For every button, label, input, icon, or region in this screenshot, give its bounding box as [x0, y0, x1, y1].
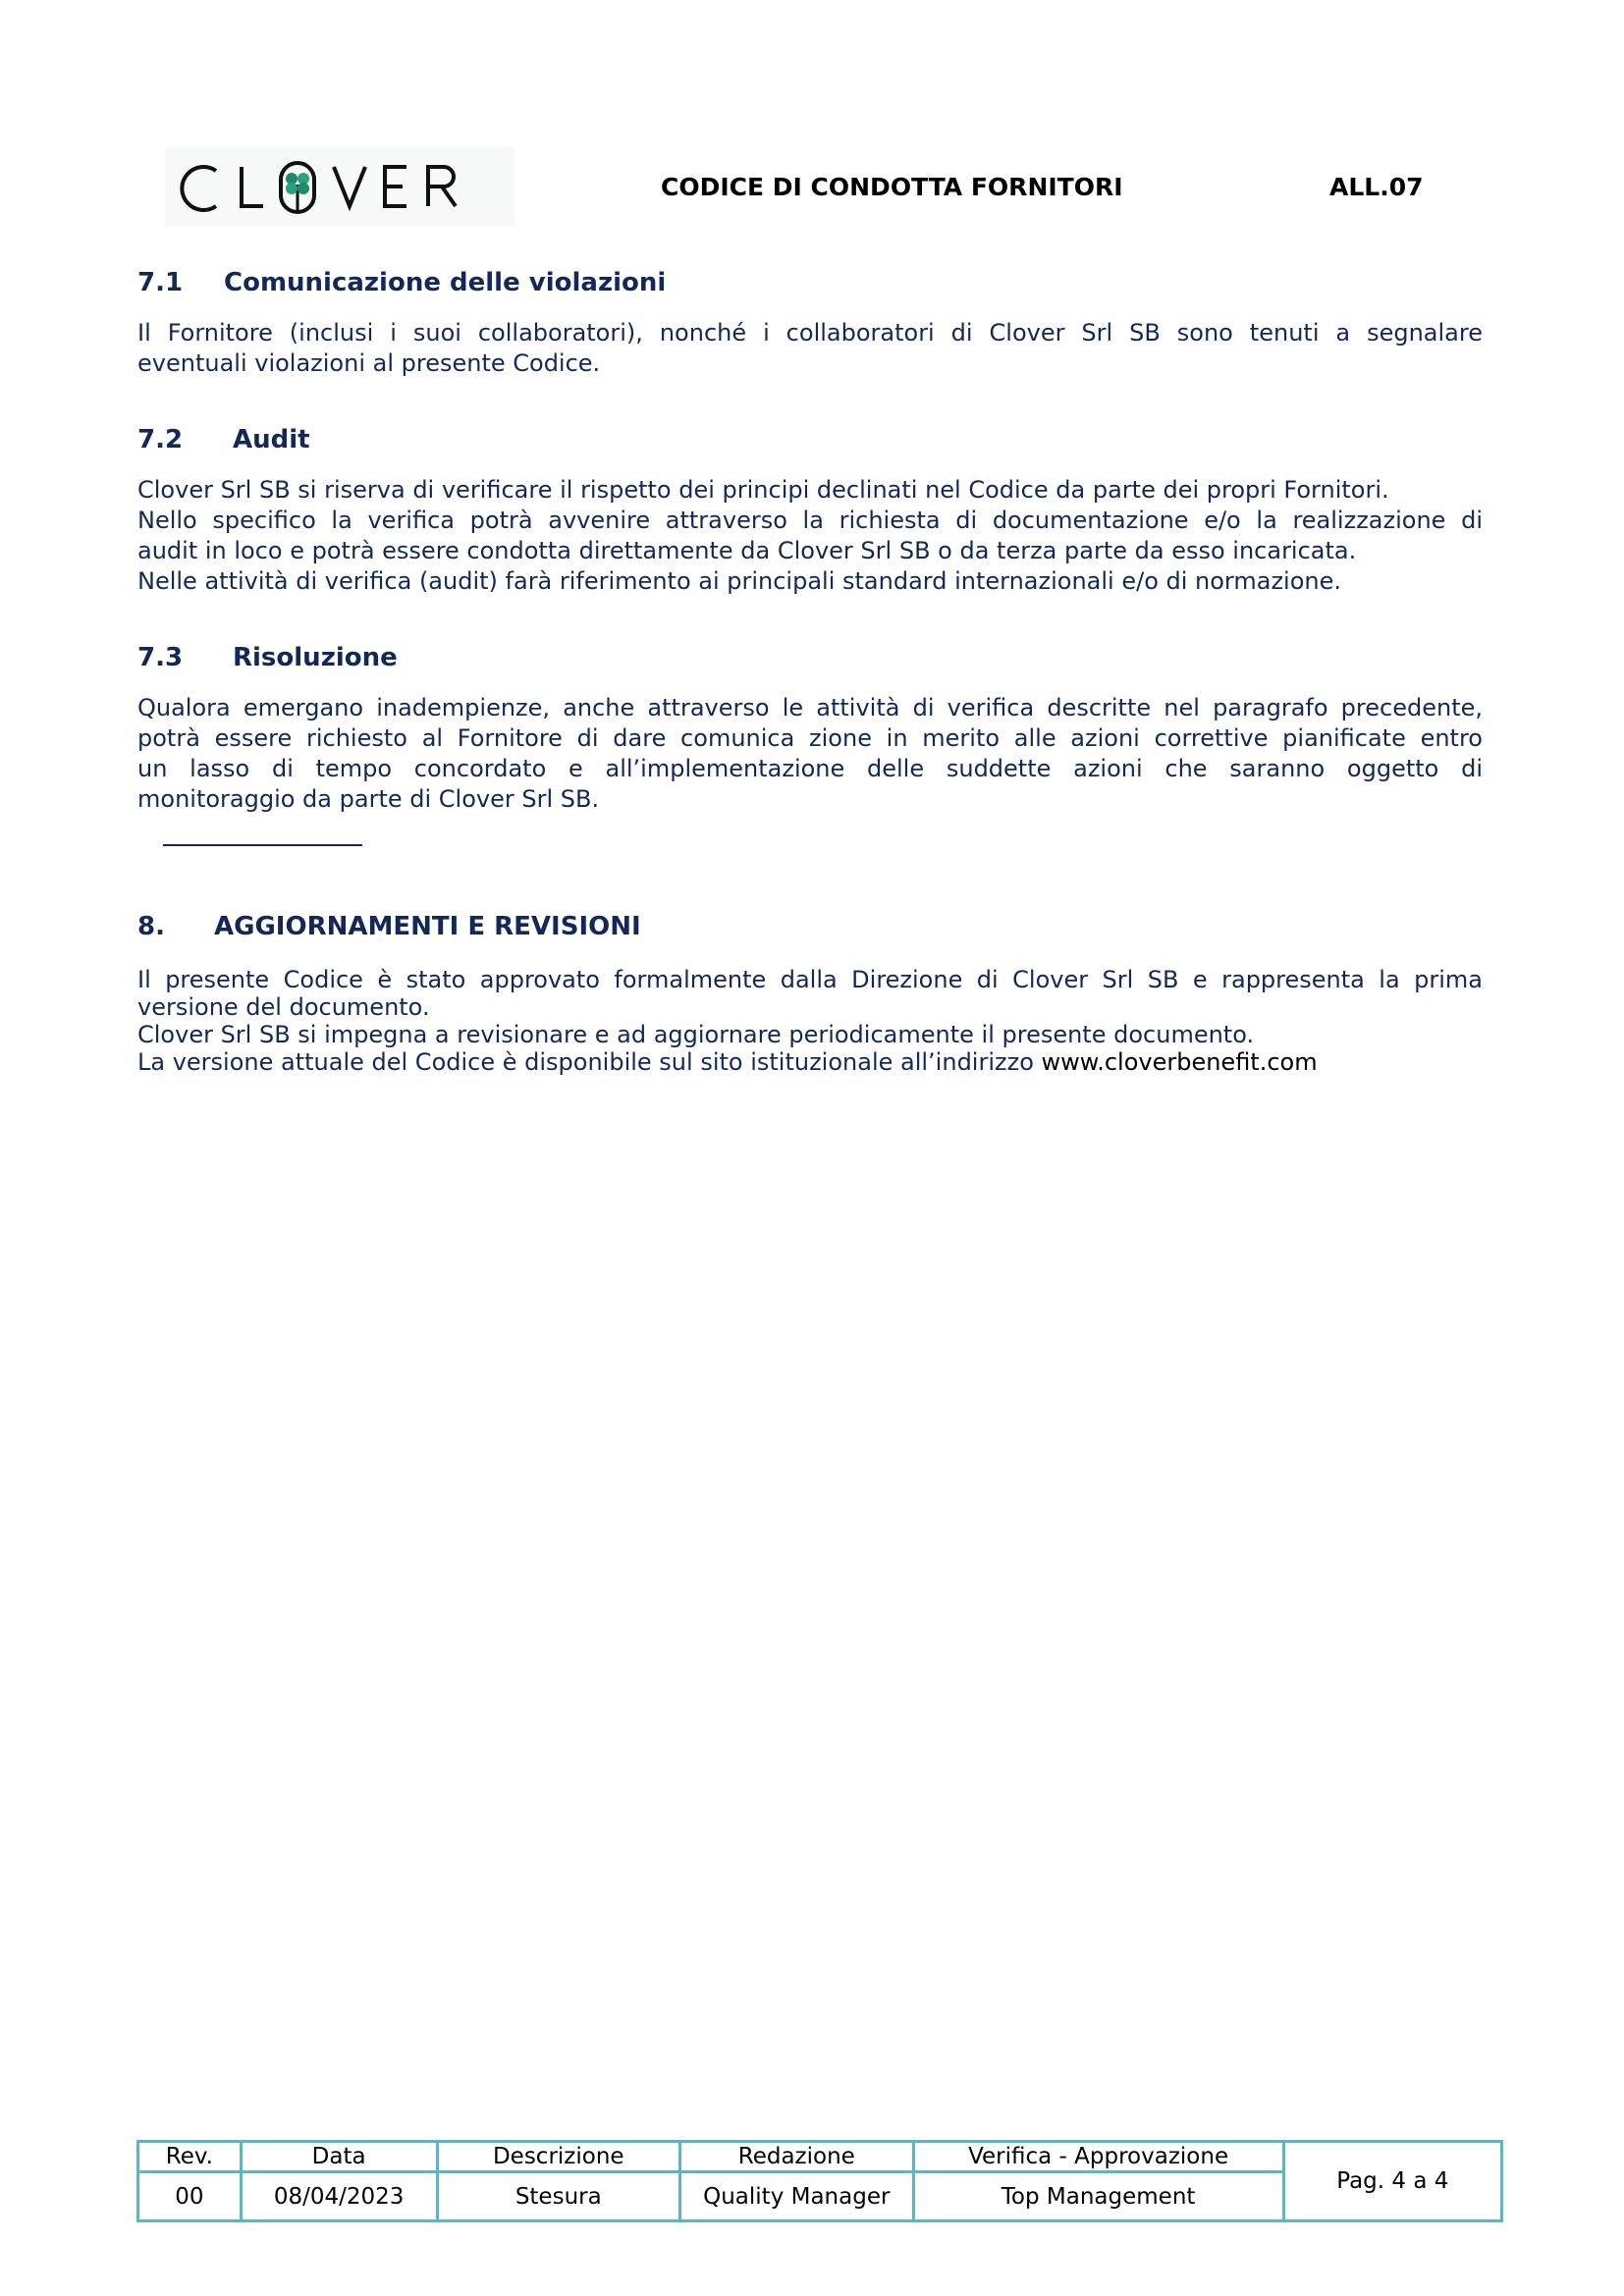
paragraph-line: Clover Srl SB si impegna a revisionare e ad aggiornare periodicamente il presente documento.: [137, 1021, 1255, 1048]
paragraph-line: versione del documento.: [137, 993, 430, 1021]
section-title: AGGIORNAMENTI E REVISIONI: [214, 912, 641, 941]
paragraph-line: Nello specifico la verifica potrà avvenire attraverso la richiesta di documentazione e/o la realizzazione di: [137, 507, 1483, 534]
page-header: [0, 0, 1624, 236]
section-7-3: [137, 640, 1483, 815]
header-data: Data: [241, 2142, 437, 2172]
document-code: ALL.07: [1329, 173, 1424, 201]
paragraph-line: monitoraggio da parte di Clover Srl SB.: [137, 785, 600, 813]
website-link[interactable]: www.cloverbenefit.com: [1041, 1048, 1318, 1076]
section-heading: [137, 909, 1483, 944]
section-title: Comunicazione delle violazioni: [224, 268, 667, 297]
revision-table: [136, 2140, 1503, 2218]
section-paragraph: [137, 318, 1483, 379]
footnote-separator: [163, 844, 362, 846]
paragraph-line: [137, 1048, 1483, 1076]
section-paragraph: [137, 966, 1483, 1076]
section-heading: [137, 422, 1483, 457]
paragraph-line: eventuali violazioni al presente Codice.: [137, 349, 601, 377]
clover-logo-mark: [165, 147, 514, 226]
page-number: Pag. 4 a 4: [1283, 2142, 1501, 2221]
section-paragraph: [137, 475, 1483, 597]
section-7-1: [137, 265, 1483, 379]
section-heading: [137, 640, 1483, 675]
section-8: [137, 909, 1483, 1076]
paragraph-line: Qualora emergano inadempienze, anche attraverso le attività di verifica descritte nel paragrafo precedente,: [137, 694, 1483, 721]
section-number: 7.3: [137, 643, 184, 672]
paragraph-line: Il presente Codice è stato approvato formalmente dalla Direzione di Clover Srl SB e rappresenta la prima: [137, 966, 1483, 993]
header-descrizione: Descrizione: [437, 2142, 680, 2172]
cell-descrizione: Stesura: [437, 2172, 680, 2221]
section-number: 8.: [137, 912, 165, 941]
table-header-row: [138, 2142, 1502, 2172]
cell-verifica: Top Management: [913, 2172, 1283, 2221]
section-number: 7.1: [137, 268, 184, 297]
cell-rev: 00: [138, 2172, 242, 2221]
clover-logo: [165, 147, 514, 226]
section-paragraph: [137, 693, 1483, 815]
paragraph-line: audit in loco e potrà essere condotta direttamente da Clover Srl SB o da terza parte da esso incaricata.: [137, 537, 1357, 564]
section-title: Audit: [233, 425, 310, 454]
section-title: Risoluzione: [233, 643, 398, 672]
paragraph-line: Clover Srl SB si riserva di verificare il rispetto dei principi declinati nel Codice da parte dei propri Fornitori.: [137, 476, 1389, 504]
revision-table-grid: [136, 2140, 1503, 2222]
paragraph-line: Il Fornitore (inclusi i suoi collaboratori), nonché i collaboratori di Clover Srl SB sono tenuti a segnalare: [137, 319, 1483, 347]
header-redazione: Redazione: [680, 2142, 914, 2172]
cell-data: 08/04/2023: [241, 2172, 437, 2221]
cell-redazione: Quality Manager: [680, 2172, 914, 2221]
paragraph-line: potrà essere richiesto al Fornitore di dare comunica zione in merito alle azioni correttive pianificate entro: [137, 724, 1483, 752]
header-rev: Rev.: [138, 2142, 242, 2172]
section-heading: [137, 265, 1483, 300]
document-title: CODICE DI CONDOTTA FORNITORI: [661, 173, 1123, 201]
paragraph-line: Nelle attività di verifica (audit) farà riferimento ai principali standard internazionali e/o di normazione.: [137, 567, 1342, 595]
header-verifica: Verifica - Approvazione: [913, 2142, 1283, 2172]
section-7-2: [137, 422, 1483, 597]
paragraph-text: La versione attuale del Codice è disponibile sul sito istituzionale all’indirizzo: [137, 1048, 1042, 1076]
section-number: 7.2: [137, 425, 184, 454]
paragraph-line: un lasso di tempo concordato e all’implementazione delle suddette azioni che saranno oggetto di: [137, 755, 1483, 782]
